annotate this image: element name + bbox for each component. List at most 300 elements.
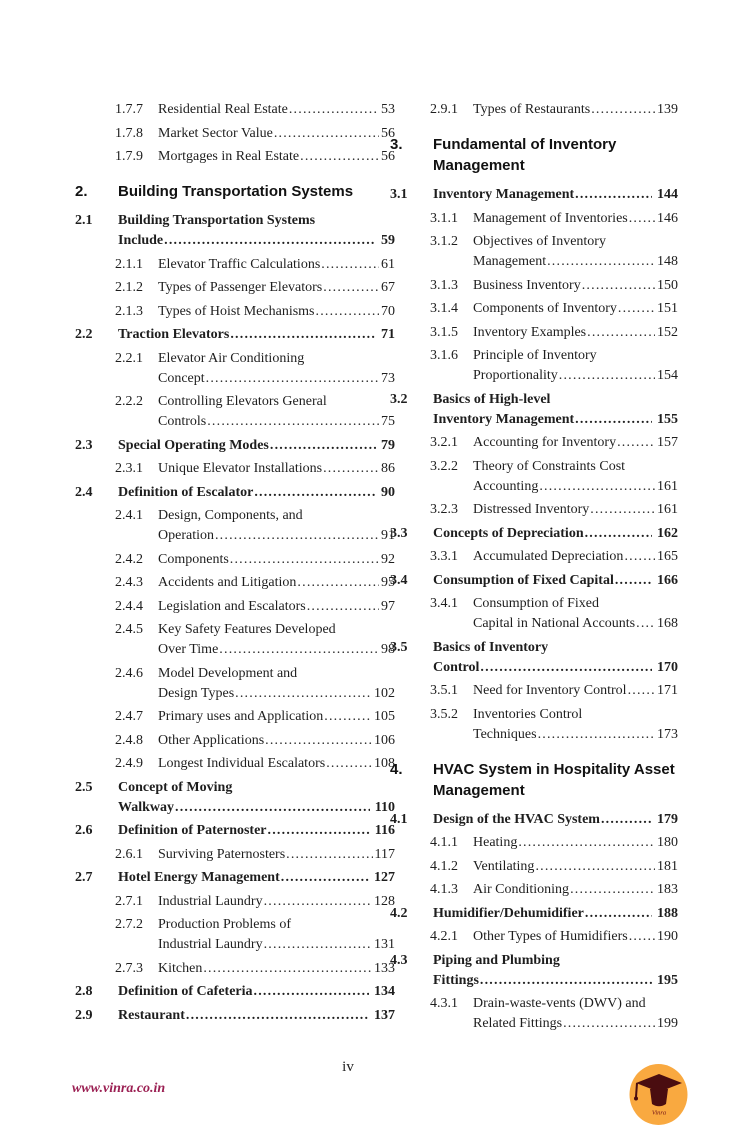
toc-entry-2-4-2 (75, 550, 395, 570)
toc-entry-number: 4.1.2 (430, 858, 458, 874)
toc-entry-number: 3.1.5 (430, 324, 458, 340)
dot-leader (547, 252, 655, 272)
dot-leader (206, 369, 379, 389)
dot-leader (585, 904, 652, 924)
toc-page-ref: 86 (381, 461, 395, 476)
toc-entry-number: 3.2.1 (430, 435, 458, 450)
toc-entry-number: 3.4 (390, 572, 408, 588)
toc-entry-title (158, 302, 395, 322)
toc-entry-title (158, 349, 395, 389)
toc-entry-title (158, 459, 395, 479)
toc-entry-title-line: Consumption of Fixed (473, 596, 600, 611)
toc-entry-title (158, 550, 395, 570)
toc-entry-lastline (473, 366, 678, 386)
toc-entry-2-5 (75, 778, 395, 818)
toc-entry-lastline (473, 477, 678, 497)
toc-entry-lastline (158, 684, 395, 704)
toc-entry-lastline (433, 410, 678, 430)
toc-entry-title-line: Building Transportation Systems (118, 213, 316, 228)
toc-entry-title-text: Restaurant (118, 1007, 185, 1023)
toc-entry-3-4 (390, 571, 678, 591)
toc-page-ref: 171 (657, 683, 678, 698)
toc-entry-lastline (118, 1006, 395, 1026)
toc-entry-number: 2.7.3 (115, 960, 143, 976)
toc-entry-2-1 (75, 211, 395, 251)
toc-entry-title-line: Design, Components, and (158, 508, 303, 523)
toc-entry-title-text: Accumulated Depreciation (473, 549, 624, 564)
dot-leader (207, 412, 379, 432)
toc-entry-title-line: Concept of Moving (118, 779, 233, 795)
toc-entry-number: 3.2.3 (430, 502, 458, 517)
dot-leader (323, 278, 379, 298)
toc-entry-number: 2.3.1 (115, 461, 143, 476)
toc-page-ref: 106 (374, 732, 395, 748)
toc-entry-3-3-1 (390, 547, 678, 567)
toc-entry-title-line: HVAC System in Hospitality Asset (433, 760, 675, 778)
toc-entry-number: 1.7.8 (115, 125, 143, 141)
dot-leader (297, 573, 379, 593)
toc-entry-lastline (433, 524, 678, 544)
toc-entry-title-line: Controlling Elevators General (158, 394, 327, 409)
toc-entry-title (118, 211, 395, 251)
dot-leader (186, 1006, 369, 1026)
toc-entry-lastline (158, 573, 395, 593)
toc-entry-title-text: Design of the HVAC System (433, 811, 600, 827)
toc-entry-lastline (473, 547, 678, 567)
toc-entry-lastline (473, 614, 678, 634)
toc-entry-lastline (118, 982, 395, 1002)
toc-entry-4-3 (390, 951, 678, 991)
toc-entry-title (473, 705, 678, 745)
toc-entry-title-text: Controls (158, 414, 207, 429)
toc-entry-title (158, 573, 395, 593)
toc-entry-number: 2. (75, 183, 88, 200)
toc-entry-number: 2.7 (75, 870, 93, 885)
toc-column-right (390, 100, 678, 1038)
toc-page-ref: 108 (374, 756, 395, 771)
toc-entry-title (433, 759, 678, 801)
toc-entry-title-text: Management (473, 254, 547, 269)
toc-entry-number: 2.4.7 (115, 709, 143, 724)
toc-entry-number: 2.3 (75, 437, 93, 453)
toc-entry-lastline (158, 302, 395, 322)
toc-page-ref: 161 (657, 502, 678, 517)
dot-leader (264, 892, 372, 912)
toc-entry-lastline (433, 571, 678, 591)
dot-leader (264, 935, 372, 955)
toc-entry-2-4-6 (75, 664, 395, 704)
toc-entry-title (473, 927, 678, 947)
toc-entry-2-4 (75, 483, 395, 503)
toc-entry-2-3-1 (75, 459, 395, 479)
toc-entry-title-line: Inventories Control (473, 706, 583, 722)
toc-entry-number: 3.2.2 (430, 458, 458, 474)
toc-page-ref: 79 (381, 437, 395, 453)
dot-leader (575, 410, 652, 430)
toc-page-ref: 75 (381, 414, 395, 429)
toc-entry-number: 4.1 (390, 811, 408, 827)
toc-entry-title-text: Types of Restaurants (473, 102, 591, 117)
toc-entry-3-1-4 (390, 299, 678, 319)
toc-page-ref: 102 (374, 685, 395, 701)
toc-entry-3-2-3 (390, 500, 678, 520)
toc-entry-title (158, 124, 395, 144)
toc-entry-lastline (473, 323, 678, 343)
toc-entry-title-text: Accounting (473, 478, 539, 494)
toc-page-ref: 134 (374, 984, 395, 999)
toc-entry-title-line: Elevator Air Conditioning (158, 350, 305, 366)
toc-entry-2-6 (75, 821, 395, 841)
toc-entry-title-text: Definition of Escalator (118, 484, 254, 500)
toc-entry-title-text: Definition of Cafeteria (118, 984, 253, 999)
toc-page-ref: 128 (374, 893, 395, 909)
toc-entry-3-1 (390, 185, 678, 205)
dot-leader (629, 209, 655, 229)
toc-entry-title (473, 681, 678, 701)
toc-entry-2-7 (75, 868, 395, 888)
toc-entry-number: 2.9 (75, 1007, 93, 1023)
toc-entry-2-4-8 (75, 731, 395, 751)
dot-leader (300, 147, 379, 167)
toc-entry-2-7-2 (75, 915, 395, 955)
toc-entry-1-7-7 (75, 100, 395, 120)
toc-entry-title (158, 100, 395, 120)
toc-entry-lastline (158, 412, 395, 432)
toc-entry-number: 2.1.3 (115, 303, 143, 319)
toc-entry-number: 4.2.1 (430, 929, 458, 944)
toc-entry-title (473, 594, 678, 634)
dot-leader (175, 798, 370, 818)
toc-entry-lastline (473, 681, 678, 701)
toc-entry-title-line: Building Transportation Systems (118, 183, 354, 200)
toc-entry-lastline (473, 880, 678, 900)
toc-entry-2-1-3 (75, 302, 395, 322)
toc-entry-title-line: Production Problems of (158, 917, 291, 932)
toc-entry-number: 2.2.2 (115, 394, 143, 409)
toc-entry-title-text: Distressed Inventory (473, 502, 590, 517)
toc-page-ref: 59 (381, 233, 395, 248)
toc-entry-2-4-7 (75, 707, 395, 727)
toc-entry-2-4-3 (75, 573, 395, 593)
toc-entry-lastline (158, 459, 395, 479)
toc-entry-title (433, 390, 678, 430)
toc-entry-title (433, 951, 678, 991)
toc-page-ref: 95 (381, 575, 395, 590)
toc-entry-3 (390, 134, 678, 176)
toc-entry-title (433, 638, 678, 678)
toc-entry-title-text: Accidents and Litigation (158, 575, 297, 590)
toc-entry-title-text: Heating (473, 835, 518, 850)
toc-entry-title (473, 433, 678, 453)
toc-page-ref: 165 (657, 549, 678, 564)
toc-entry-title-text: Legislation and Escalators (158, 598, 306, 614)
toc-entry-lastline (158, 959, 395, 979)
toc-page-ref: 98 (381, 642, 395, 657)
toc-entry-title-text: Concepts of Depreciation (433, 525, 584, 541)
dot-leader (316, 302, 379, 322)
toc-entry-4-1-3 (390, 880, 678, 900)
toc-entry-number: 2.4.3 (115, 575, 143, 590)
dot-leader (254, 982, 369, 1002)
toc-entry-3-1-1 (390, 209, 678, 229)
toc-entry-title (118, 181, 395, 202)
toc-page-ref: 170 (657, 659, 678, 675)
toc-page-ref: 151 (657, 301, 678, 316)
toc-entry-3-1-6 (390, 346, 678, 386)
toc-entry-title-text: Need for Inventory Control (473, 683, 627, 698)
toc-entry-title (433, 185, 678, 205)
toc-entry-3-3 (390, 524, 678, 544)
toc-entry-title (158, 845, 395, 865)
toc-entry-2-9-1 (390, 100, 678, 120)
toc-entry-1-7-9 (75, 147, 395, 167)
dot-leader (591, 100, 655, 120)
toc-page-ref: 73 (381, 370, 395, 386)
toc-entry-number: 2.7.2 (115, 917, 143, 932)
toc-entry-number: 4.3 (390, 952, 408, 968)
toc-page-ref: 90 (381, 484, 395, 500)
toc-entry-3-2 (390, 390, 678, 430)
toc-entry-title (433, 571, 678, 591)
toc-entry-lastline (158, 707, 395, 727)
toc-entry-title (158, 707, 395, 727)
dot-leader (628, 681, 655, 701)
toc-entry-lastline (118, 231, 395, 251)
toc-entry-number: 4.3.1 (430, 996, 458, 1011)
toc-entry-title-text: Primary uses and Application (158, 709, 324, 724)
toc-entry-number: 3.4.1 (430, 596, 458, 611)
toc-page-ref: 56 (381, 149, 395, 164)
toc-entry-2-4-5 (75, 620, 395, 660)
toc-entry-title (473, 500, 678, 520)
toc-entry-lastline (118, 821, 395, 841)
toc-entry-lastline (433, 904, 678, 924)
toc-page-ref: 154 (657, 368, 678, 383)
toc-entry-3-2-1 (390, 433, 678, 453)
toc-entry-number: 1.7.7 (115, 102, 143, 117)
toc-entry-title (473, 880, 678, 900)
toc-entry-title-text: Components (158, 551, 229, 567)
toc-entry-title-text: Longest Individual Escalators (158, 756, 326, 771)
toc-entry-title (473, 209, 678, 229)
toc-entry-title (158, 278, 395, 298)
toc-entry-lastline (473, 857, 678, 877)
dot-leader (281, 868, 369, 888)
toc-entry-title-line: Fundamental of Inventory (433, 136, 617, 153)
website-link[interactable]: www.vinra.co.in (72, 1081, 166, 1096)
dot-leader (559, 366, 655, 386)
toc-page-ref: 146 (657, 210, 678, 226)
toc-page-ref: 105 (374, 709, 395, 724)
dot-leader (570, 880, 655, 900)
toc-entry-number: 2.4.1 (115, 508, 143, 523)
toc-entry-lastline (158, 124, 395, 144)
toc-entry-title-line: Objectives of Inventory (473, 234, 606, 249)
toc-entry-lastline (473, 276, 678, 296)
toc-entry-lastline (473, 500, 678, 520)
toc-entry-lastline (118, 436, 395, 456)
toc-entry-title-text: Residential Real Estate (158, 102, 288, 117)
toc-page-ref: 180 (657, 835, 678, 850)
toc-entry-3-5 (390, 638, 678, 678)
toc-entry-title (158, 664, 395, 704)
toc-page-ref: 166 (657, 572, 678, 588)
dot-leader (265, 731, 372, 751)
toc-page-ref: 117 (374, 846, 395, 862)
toc-entry-lastline (158, 526, 395, 546)
dot-leader (624, 547, 655, 567)
toc-entry-title-text: Other Types of Humidifiers (473, 929, 628, 944)
toc-entry-lastline (473, 252, 678, 272)
toc-page-ref: 190 (657, 929, 678, 944)
toc-entry-title-text: Hotel Energy Management (118, 870, 280, 885)
toc-page-ref: 173 (657, 726, 678, 742)
toc-entry-title (433, 134, 678, 176)
toc-page-ref: 67 (381, 280, 395, 295)
toc-page-ref: 150 (657, 277, 678, 293)
toc-entry-title (473, 547, 678, 567)
toc-entry-number: 3.3.1 (430, 549, 458, 564)
toc-entry-number: 3.5.1 (430, 683, 458, 698)
dot-leader (563, 1014, 655, 1034)
dot-leader (535, 857, 655, 877)
toc-entry-title-text: Market Sector Value (158, 125, 273, 141)
toc-entry-number: 2.6 (75, 823, 93, 838)
dot-leader (518, 833, 655, 853)
toc-entry-title (118, 325, 395, 345)
toc-entry-lastline (433, 185, 678, 205)
toc-entry-title-text: Humidifier/Dehumidifier (433, 905, 584, 921)
dot-leader (219, 640, 379, 660)
toc-entry-title-text: Surviving Paternosters (158, 846, 286, 862)
toc-entry-title-text: Air Conditioning (473, 882, 570, 897)
dot-leader (274, 124, 379, 144)
toc-entry-2-7-1 (75, 892, 395, 912)
toc-entry-number: 2.1 (75, 213, 93, 228)
toc-entry-title (473, 276, 678, 296)
toc-entry-title (473, 232, 678, 272)
toc-page-ref: 116 (374, 823, 395, 838)
toc-entry-title-line: Theory of Constraints Cost (473, 458, 626, 474)
toc-entry-lastline (473, 433, 678, 453)
toc-entry-title (473, 994, 678, 1034)
toc-entry-number: 4. (390, 760, 403, 778)
toc-entry-2-6-1 (75, 845, 395, 865)
toc-entry-lastline (158, 754, 395, 774)
toc-entry-number: 3.5 (390, 639, 408, 655)
toc-entry-number: 3.1 (390, 187, 408, 202)
toc-entry-lastline (158, 845, 395, 865)
toc-entry-number: 4.2 (390, 905, 408, 921)
toc-entry-4-1-2 (390, 857, 678, 877)
toc-entry-title (158, 915, 395, 955)
toc-page-ref: 195 (657, 972, 678, 988)
toc-entry-4 (390, 759, 678, 801)
toc-entry-number: 2.4.5 (115, 622, 143, 637)
toc-entry-3-5-2 (390, 705, 678, 745)
toc-entry-title (473, 833, 678, 853)
toc-entry-lastline (473, 1014, 678, 1034)
toc-page-ref: 70 (381, 303, 395, 319)
toc-entry-title-line: Management (433, 781, 525, 799)
toc-entry-3-1-5 (390, 323, 678, 343)
toc-entry-title (158, 754, 395, 774)
toc-entry-number: 4.1.1 (430, 835, 458, 850)
toc-page-ref: 91 (381, 528, 395, 543)
dot-leader (203, 959, 372, 979)
dot-leader (590, 500, 655, 520)
dot-leader (480, 658, 652, 678)
dot-leader (215, 526, 379, 546)
toc-page-ref: 137 (374, 1007, 395, 1023)
toc-page-ref: 92 (381, 551, 395, 567)
toc-entry-title-text: Unique Elevator Installations (158, 461, 323, 476)
toc-entry-title (433, 524, 678, 544)
toc-page-ref: 127 (374, 870, 395, 885)
toc-entry-2-8 (75, 982, 395, 1002)
dot-leader (307, 597, 379, 617)
toc-entry-lastline (158, 100, 395, 120)
dot-leader (230, 325, 376, 345)
dot-leader (575, 185, 652, 205)
toc-entry-number: 3.3 (390, 525, 408, 541)
toc-entry-title (118, 483, 395, 503)
toc-entry-title (158, 892, 395, 912)
toc-entry-number: 2.4.4 (115, 598, 143, 614)
toc-entry-title (158, 255, 395, 275)
dot-leader (480, 971, 652, 991)
toc-entry-2-3 (75, 436, 395, 456)
toc-entry-4-1 (390, 810, 678, 830)
toc-entry-2-9 (75, 1006, 395, 1026)
toc-entry-number: 2.4.2 (115, 551, 143, 567)
publisher-logo (628, 1064, 689, 1125)
toc-entry-title-text: Operation (158, 528, 214, 543)
dot-leader (235, 684, 372, 704)
toc-entry-2-4-1 (75, 506, 395, 546)
toc-entry-title-text: Types of Passenger Elevators (158, 280, 323, 295)
toc-entry-title-line: Principle of Inventory (473, 348, 597, 363)
toc-entry-lastline (473, 299, 678, 319)
toc-page-ref: 199 (657, 1016, 678, 1031)
toc-entry-title (158, 959, 395, 979)
toc-entry-lastline (158, 731, 395, 751)
toc-entry-lastline (158, 550, 395, 570)
toc-entry-title-text: Walkway (118, 799, 175, 815)
dot-leader (618, 299, 655, 319)
toc-entry-title-text: Definition of Paternoster (118, 823, 267, 838)
dot-leader (270, 436, 376, 456)
toc-entry-number: 2.4.8 (115, 732, 143, 748)
toc-entry-number: 2.5 (75, 779, 93, 795)
dot-leader (582, 276, 655, 296)
dot-leader (324, 707, 372, 727)
toc-entry-title-text: Special Operating Modes (118, 437, 269, 453)
dot-leader (585, 524, 652, 544)
toc-entry-title (473, 323, 678, 343)
dot-leader (268, 821, 370, 841)
toc-entry-lastline (433, 971, 678, 991)
toc-page-ref: 97 (381, 598, 395, 614)
toc-entry-title-text: Types of Hoist Mechanisms (158, 303, 315, 319)
toc-entry-title-text: Components of Inventory (473, 301, 617, 316)
toc-entry-2 (75, 181, 395, 202)
toc-entry-number: 2.4.6 (115, 665, 143, 681)
toc-entry-number: 2.6.1 (115, 846, 143, 862)
toc-entry-title-line: Piping and Plumbing (433, 952, 560, 968)
toc-entry-title (473, 857, 678, 877)
dot-leader (629, 927, 655, 947)
